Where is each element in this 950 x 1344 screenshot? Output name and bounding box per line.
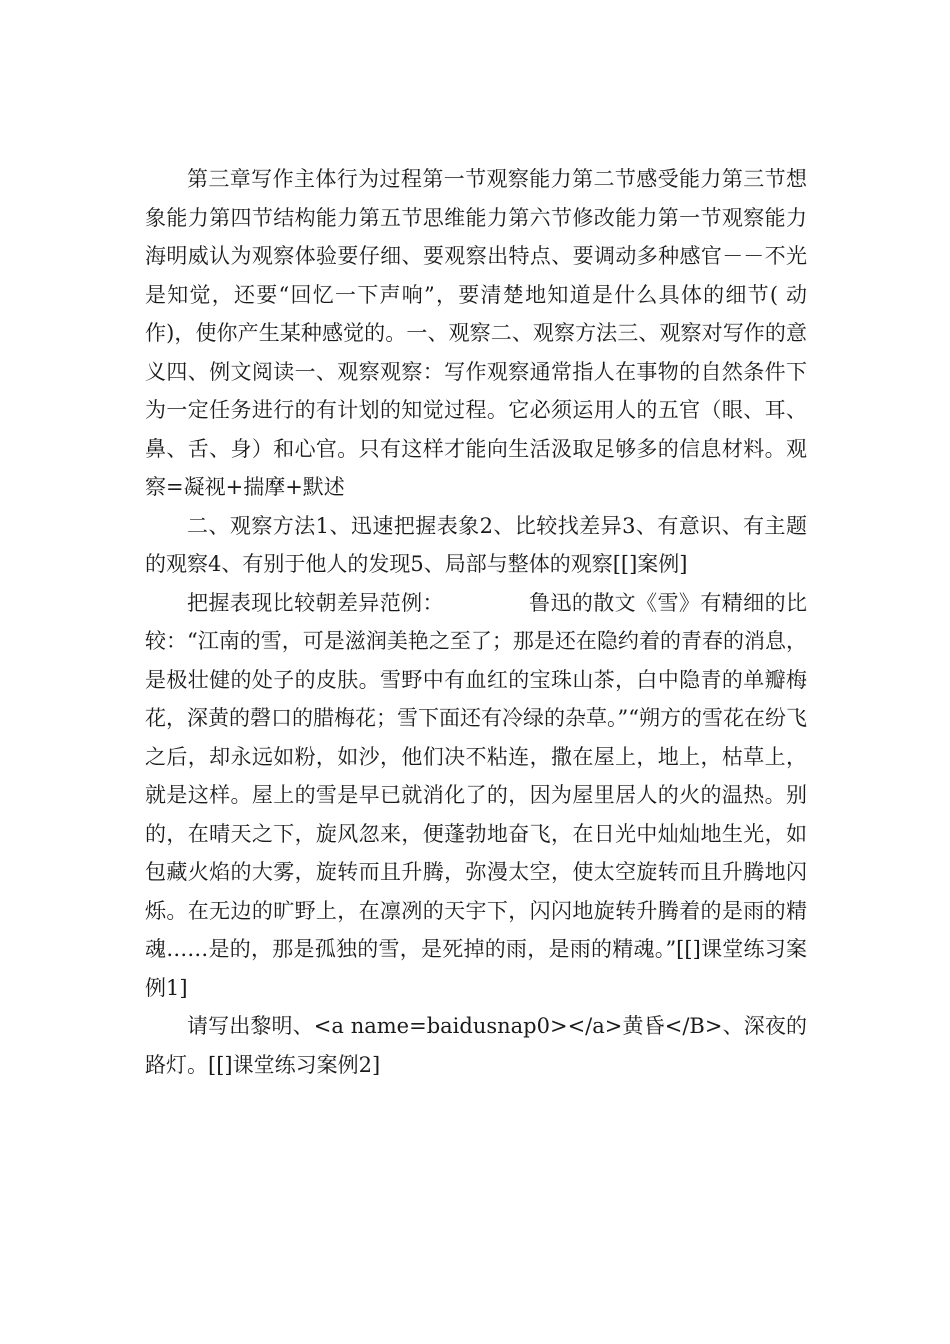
paragraph-observation-methods: 二、观察方法1、迅速把握表象2、比较找差异3、有意识、有主题的观察4、有别于他人的发现5、局部与整体的观察[[]案例] [145,513,807,576]
paragraph-chapter-intro: 第三章写作主体行为过程第一节观察能力第二节感受能力第三节想象能力第四节结构能力第五节思维能力第六节修改能力第一节观察能力海明威认为观察体验要仔细、要观察出特点、要调动多种感官－－不光是知觉，还要“回忆一下声响”，要清楚地知道是什么具体的细节( 动作)，使你产生某种感觉的。一、观察二、观察方法三、观察对写作的意义四、例文阅读一、观察观察：写作观察通常指人在事物的自然条件下为一定任务进行的有计划的知觉过程。它必须运用人的五官（眼、耳、鼻、舌、身）和心官。只有这样才能向生活汲取足够多的信息材料。观察=凝视+揣摩+默述 [145,167,807,499]
paragraph-exercise: 请写出黎明、<a name=baidusnap0></a>黄昏</B>、深夜的路灯。[[]课堂练习案例2] [145,1014,807,1077]
document-body [145,160,807,1084]
paragraph-example-snow: 把握表现比较朝差异范例： 鲁迅的散文《雪》有精细的比较：“江南的雪，可是滋润美艳之至了；那是还在隐约着的青春的消息，是极壮健的处子的皮肤。雪野中有血红的宝珠山茶，白中隐青的单瓣梅花，深黄的磬口的腊梅花；雪下面还有冷绿的杂草。”“朔方的雪花在纷飞之后，却永远如粉，如沙，他们决不粘连，撒在屋上，地上，枯草上，就是这样。屋上的雪是早已就消化了的，因为屋里居人的火的温热。别的，在晴天之下，旋风忽来，便蓬勃地奋飞，在日光中灿灿地生光，如包藏火焰的大雾，旋转而且升腾，弥漫太空，使太空旋转而且升腾地闪烁。在无边的旷野上，在凛冽的天宇下，闪闪地旋转升腾着的是雨的精魂……是的，那是孤独的雪，是死掉的雨，是雨的精魂。”[[]课堂练习案例1] [145,590,807,1000]
